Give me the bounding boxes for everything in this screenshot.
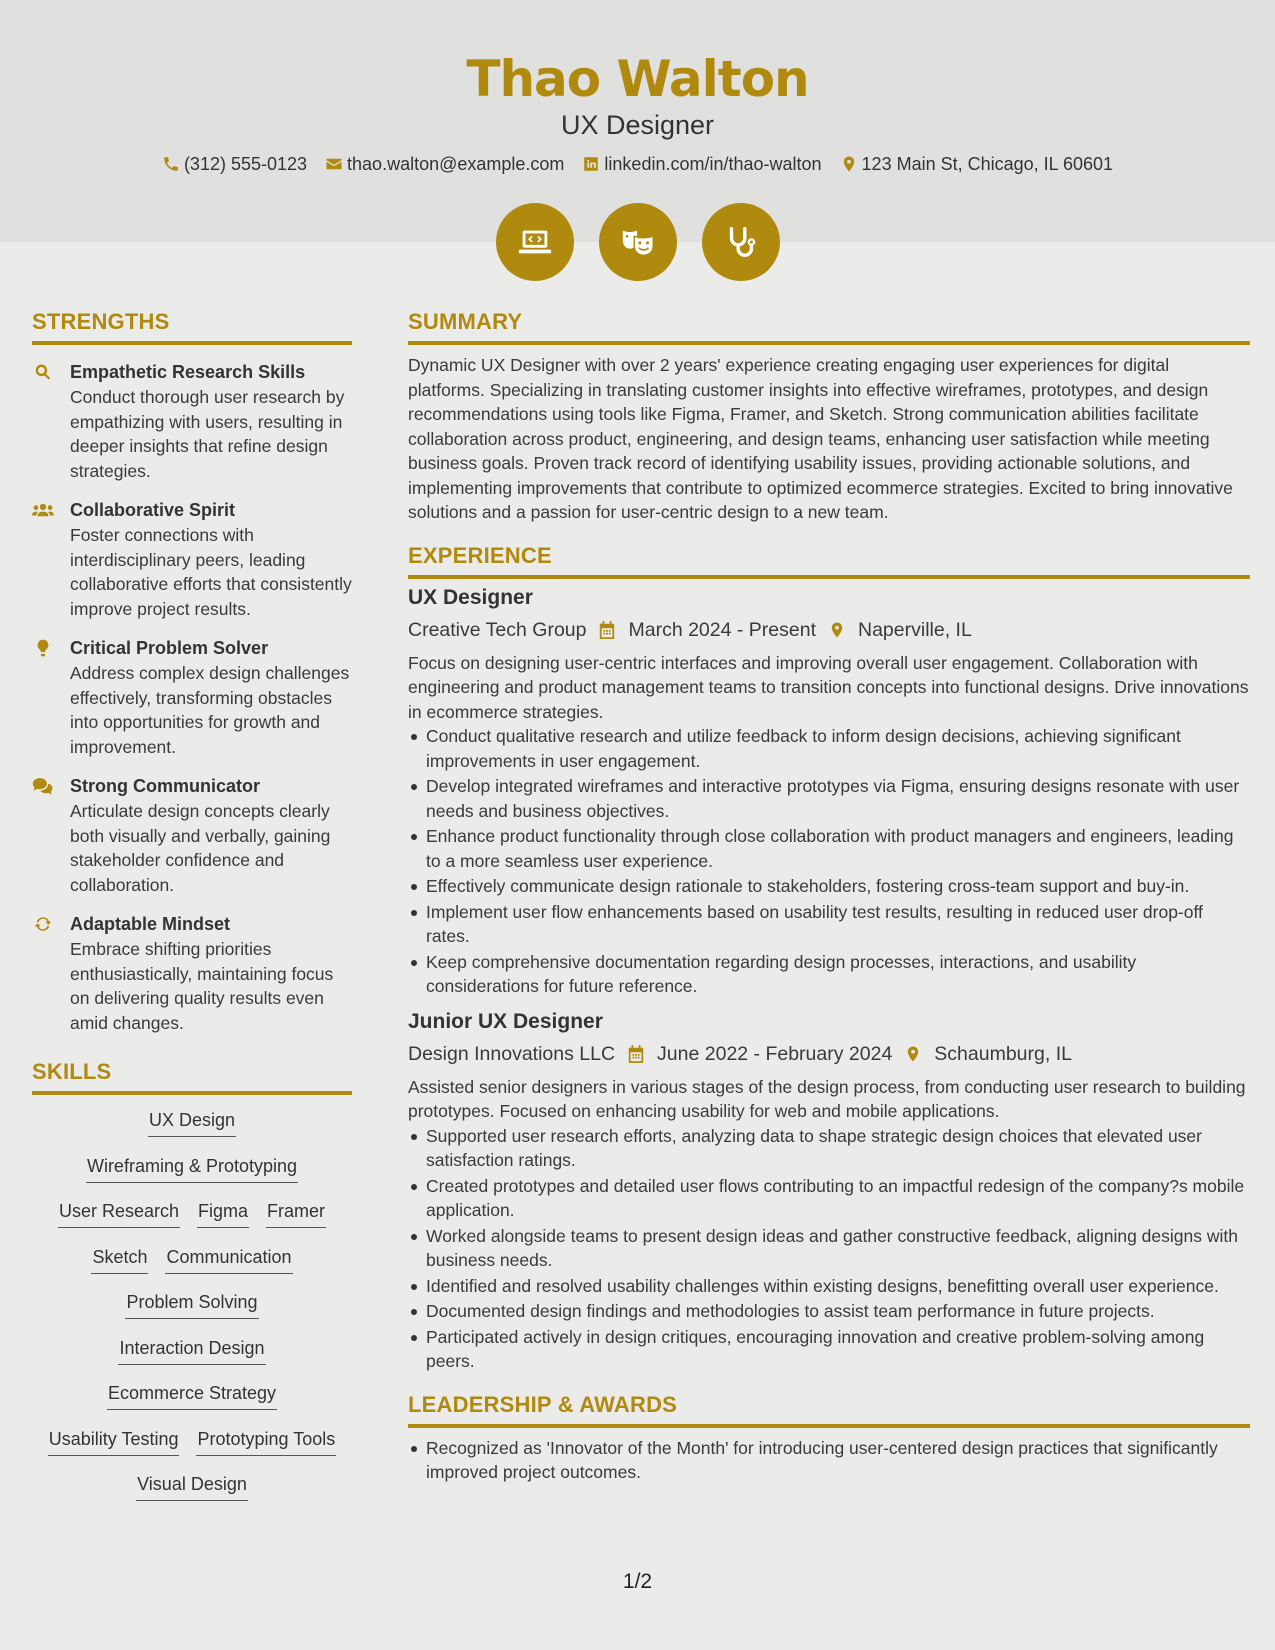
skill-tag: UX Design — [148, 1107, 236, 1137]
skill-tag: Usability Testing — [48, 1426, 180, 1456]
skill-tag: Framer — [266, 1198, 326, 1228]
map-marker-icon — [840, 155, 858, 173]
strength-item — [32, 911, 352, 1035]
strength-desc: Embrace shifting priorities enthusiastically, maintaining focus on delivering quality results even amid changes. — [70, 939, 334, 1033]
job-desc: Focus on designing user-centric interfaces and improving overall user engagement. Collaboration with engineering and product management teams to transition concepts into functional designs. Drive innovations in ecommerce strategies. — [408, 652, 1249, 722]
skills-heading: SKILLS — [32, 1055, 352, 1095]
right-column — [408, 305, 1250, 1486]
list-item: Created prototypes and detailed user flows contributing to an impactful redesign of the company?s mobile application. — [408, 1174, 1250, 1223]
contact-phone[interactable] — [162, 150, 307, 178]
search-icon — [32, 362, 54, 382]
candidate-name: Thao Walton — [466, 50, 809, 108]
job-location: Schaumburg, IL — [934, 1042, 1072, 1065]
left-column — [32, 305, 352, 1517]
skill-tag: Ecommerce Strategy — [107, 1380, 277, 1410]
users-icon — [32, 500, 54, 520]
job-company: Design Innovations LLC — [408, 1042, 616, 1065]
strength-desc: Foster connections with interdisciplinary peers, leading collaborative efforts that consistently improve project results. — [70, 525, 352, 619]
strength-item — [32, 773, 352, 897]
list-item: Keep comprehensive documentation regarding design processes, interactions, and usability considerations for future reference. — [408, 950, 1250, 999]
lightbulb-icon — [32, 638, 54, 658]
strength-title: Collaborative Spirit — [70, 500, 236, 520]
job-dates: June 2022 - February 2024 — [657, 1042, 893, 1065]
laptop-code-icon — [516, 223, 554, 261]
list-item: Enhance product functionality through close collaboration with product managers and engineers, leading to a more seamless user experience. — [408, 824, 1250, 873]
stethoscope-badge — [702, 203, 780, 281]
job-entry — [408, 583, 1250, 999]
list-item: Identified and resolved usability challenges within existing designs, benefitting overall user experience. — [408, 1274, 1250, 1299]
laptop-code-badge — [496, 203, 574, 281]
job-meta — [408, 1039, 1250, 1069]
list-item: Documented design findings and methodologies to assist team performance in future projects. — [408, 1299, 1250, 1324]
phone-text: (312) 555-0123 — [183, 154, 308, 174]
skill-tag: Interaction Design — [118, 1335, 265, 1365]
linkedin-text: linkedin.com/in/thao-walton — [604, 154, 822, 174]
skill-tag: Wireframing & Prototyping — [86, 1153, 298, 1183]
strength-desc: Conduct thorough user research by empathizing with users, resulting in deeper insights that refine design strategies. — [70, 387, 345, 481]
skill-tag: Visual Design — [136, 1471, 248, 1501]
skill-tag: Figma — [197, 1198, 249, 1228]
skill-tag: Problem Solving — [125, 1289, 258, 1319]
job-meta — [408, 615, 1250, 645]
contact-linkedin[interactable] — [582, 150, 821, 178]
map-marker-icon — [828, 620, 846, 640]
candidate-title: UX Designer — [560, 110, 715, 140]
strength-item — [32, 635, 352, 759]
list-item: Supported user research efforts, analyzing data to shape strategic design choices that elevated user satisfaction ratings. — [408, 1124, 1250, 1173]
strength-item — [32, 497, 352, 621]
phone-icon — [162, 155, 180, 173]
theater-masks-badge — [599, 203, 677, 281]
interest-badges — [0, 203, 1275, 281]
linkedin-icon — [582, 155, 600, 173]
summary-heading: SUMMARY — [408, 305, 1250, 345]
theater-masks-icon — [619, 223, 657, 261]
contact-email[interactable] — [325, 150, 564, 178]
list-item: Implement user flow enhancements based on usability test results, resulting in reduced user drop-off rates. — [408, 900, 1250, 949]
strength-title: Critical Problem Solver — [70, 638, 269, 658]
sync-icon — [32, 914, 54, 934]
strength-title: Adaptable Mindset — [70, 914, 231, 934]
job-entry — [408, 1007, 1250, 1374]
job-bullets — [408, 724, 1250, 999]
comments-icon — [32, 776, 54, 796]
job-role: Junior UX Designer — [408, 1009, 603, 1033]
strength-title: Empathetic Research Skills — [70, 362, 306, 382]
list-item: Conduct qualitative research and utilize feedback to inform design decisions, achieving significant improvements in user engagement. — [408, 724, 1250, 773]
experience-heading: EXPERIENCE — [408, 539, 1250, 579]
strengths-heading: STRENGTHS — [32, 305, 352, 345]
job-location: Naperville, IL — [858, 618, 972, 641]
contact-bar — [0, 150, 1275, 178]
strength-desc: Articulate design concepts clearly both visually and verbally, gaining stakeholder confidence and collaboration. — [70, 801, 331, 895]
leadership-heading: LEADERSHIP & AWARDS — [408, 1388, 1250, 1428]
email-text: thao.walton@example.com — [347, 154, 565, 174]
map-marker-icon — [904, 1044, 922, 1064]
stethoscope-icon — [722, 223, 760, 261]
strength-title: Strong Communicator — [70, 776, 261, 796]
skill-tag: User Research — [58, 1198, 180, 1228]
skills-list — [32, 1107, 352, 1517]
contact-address[interactable] — [840, 150, 1114, 178]
job-desc: Assisted senior designers in various stages of the design process, from conducting user research to building prototypes. Focused on enhancing usability for web and mobile applications. — [408, 1076, 1246, 1121]
list-item: Develop integrated wireframes and interactive prototypes via Figma, ensuring designs resonate with user needs and business objectives. — [408, 774, 1250, 823]
job-dates: March 2024 - Present — [628, 618, 816, 641]
list-item: Participated actively in design critiques, encouraging innovation and creative problem-solving among peers. — [408, 1325, 1250, 1374]
job-role: UX Designer — [408, 585, 533, 609]
skill-tag: Sketch — [91, 1244, 148, 1274]
page-number: 1/2 — [622, 1570, 653, 1593]
strength-desc: Address complex design challenges effectively, transforming obstacles into opportunities for growth and improvement. — [70, 663, 350, 757]
leadership-bullets — [408, 1436, 1250, 1485]
job-company: Creative Tech Group — [408, 618, 587, 641]
job-bullets — [408, 1124, 1250, 1374]
calendar-icon — [627, 1044, 645, 1064]
address-text: 123 Main St, Chicago, IL 60601 — [861, 154, 1114, 174]
strength-item — [32, 359, 352, 483]
skill-tag: Communication — [165, 1244, 292, 1274]
list-item: Effectively communicate design rationale to stakeholders, fostering cross-team support and buy-in. — [408, 874, 1250, 899]
calendar-icon — [598, 620, 616, 640]
envelope-icon — [325, 155, 343, 173]
summary-text: Dynamic UX Designer with over 2 years' experience creating engaging user experiences for digital platforms. Specializing in translating customer insights into effective wireframes, prototypes, and design recommendations using tools like Figma, Framer, and Sketch. Strong communication abilities facilitate collaboration across product, engineering, and design teams, enhancing user satisfaction while meeting business goals. Proven track record of identifying usability issues, providing actionable solutions, and implementing improvements that contribute to optimized ecommerce strategies. Excited to bring innovative solutions and a passion for user-centric design to a new team. — [408, 355, 1233, 522]
list-item: Recognized as 'Innovator of the Month' for introducing user-centered design practices that significantly improved project outcomes. — [408, 1436, 1250, 1485]
list-item: Worked alongside teams to present design ideas and gather constructive feedback, aligning designs with business needs. — [408, 1224, 1250, 1273]
skill-tag: Prototyping Tools — [196, 1426, 336, 1456]
